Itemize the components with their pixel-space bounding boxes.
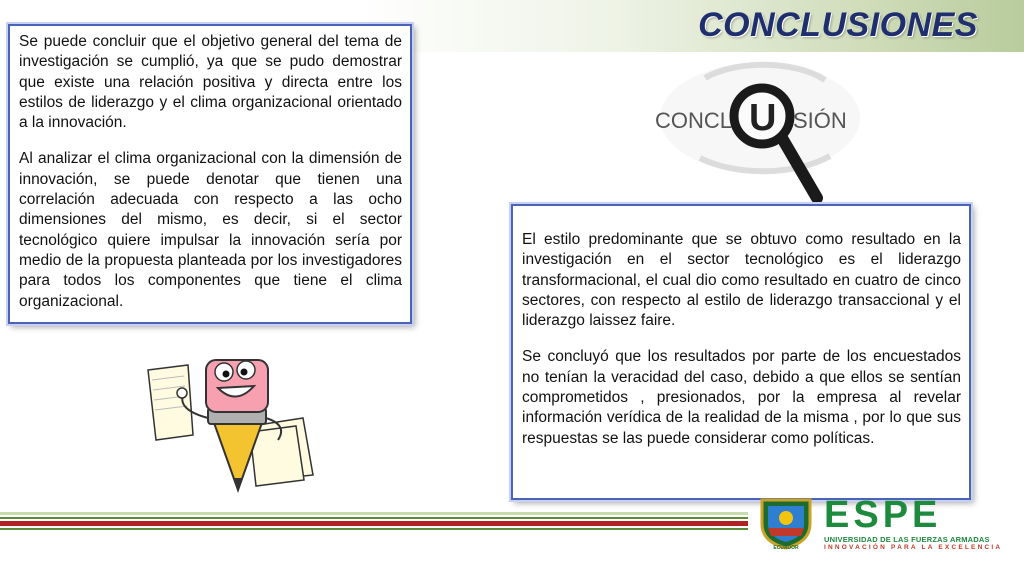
slide-title: CONCLUSIONES	[698, 6, 978, 44]
left-conclusion-box	[8, 24, 412, 324]
espe-subtitle: UNIVERSIDAD DE LAS FUERZAS ARMADAS	[824, 535, 990, 544]
magnifier-conclusion-image	[645, 58, 875, 208]
left-paragraph-1: Se puede concluir que el objetivo general del tema de investigación se cumplió, ya que se pudo demostrar que existe una relación positiva y directa entre los estilos de liderazgo y el clima organizacional orientado a la innovación.	[19, 33, 402, 132]
espe-tagline: INNOVACIÓN PARA LA EXCELENCIA	[824, 544, 1003, 551]
left-paragraph-2: Al analizar el clima organizacional con la dimensión de innovación, se puede denotar que tienen una correlación adecuada con respecto a las ocho dimensiones del mismo, es decir, si el sector tecnológico quiere impulsar la innovación sería por medio de la propuesta planteada por los investigadores para todos los componentes que tiene el clima organizacional.	[19, 150, 402, 310]
shield-caption: ECUADOR	[773, 545, 799, 550]
right-paragraph-2: Se concluyó que los resultados por parte de los encuestados no tenían la veracidad del caso, debido a que ellos se sentían comprometidos , presionados, por la empresa al revelar información verídica de la realidad de la misma , por lo que sus respuestas se las puede considerar como políticas.	[522, 348, 961, 447]
right-paragraph-1: El estilo predominante que se obtuvo como resultado en la investigación en el sector tecnológico es el liderazgo transformacional, el cual dio como resultado en cuatro de cinco sectores, con respecto al estilo de liderazgo transaccional y el liderazgo laissez faire.	[522, 231, 961, 330]
espe-shield-icon	[754, 494, 818, 550]
espe-wordmark: ESPE	[824, 494, 942, 536]
magnifier-text-right: SIÓN	[793, 108, 847, 133]
right-conclusion-box	[511, 204, 971, 500]
espe-logo	[754, 494, 1010, 550]
footer-stripes	[0, 512, 748, 532]
magnifier-text-left: CONCL	[655, 108, 733, 133]
pencil-cartoon-image	[138, 340, 338, 500]
svg-text:U: U	[749, 97, 777, 139]
